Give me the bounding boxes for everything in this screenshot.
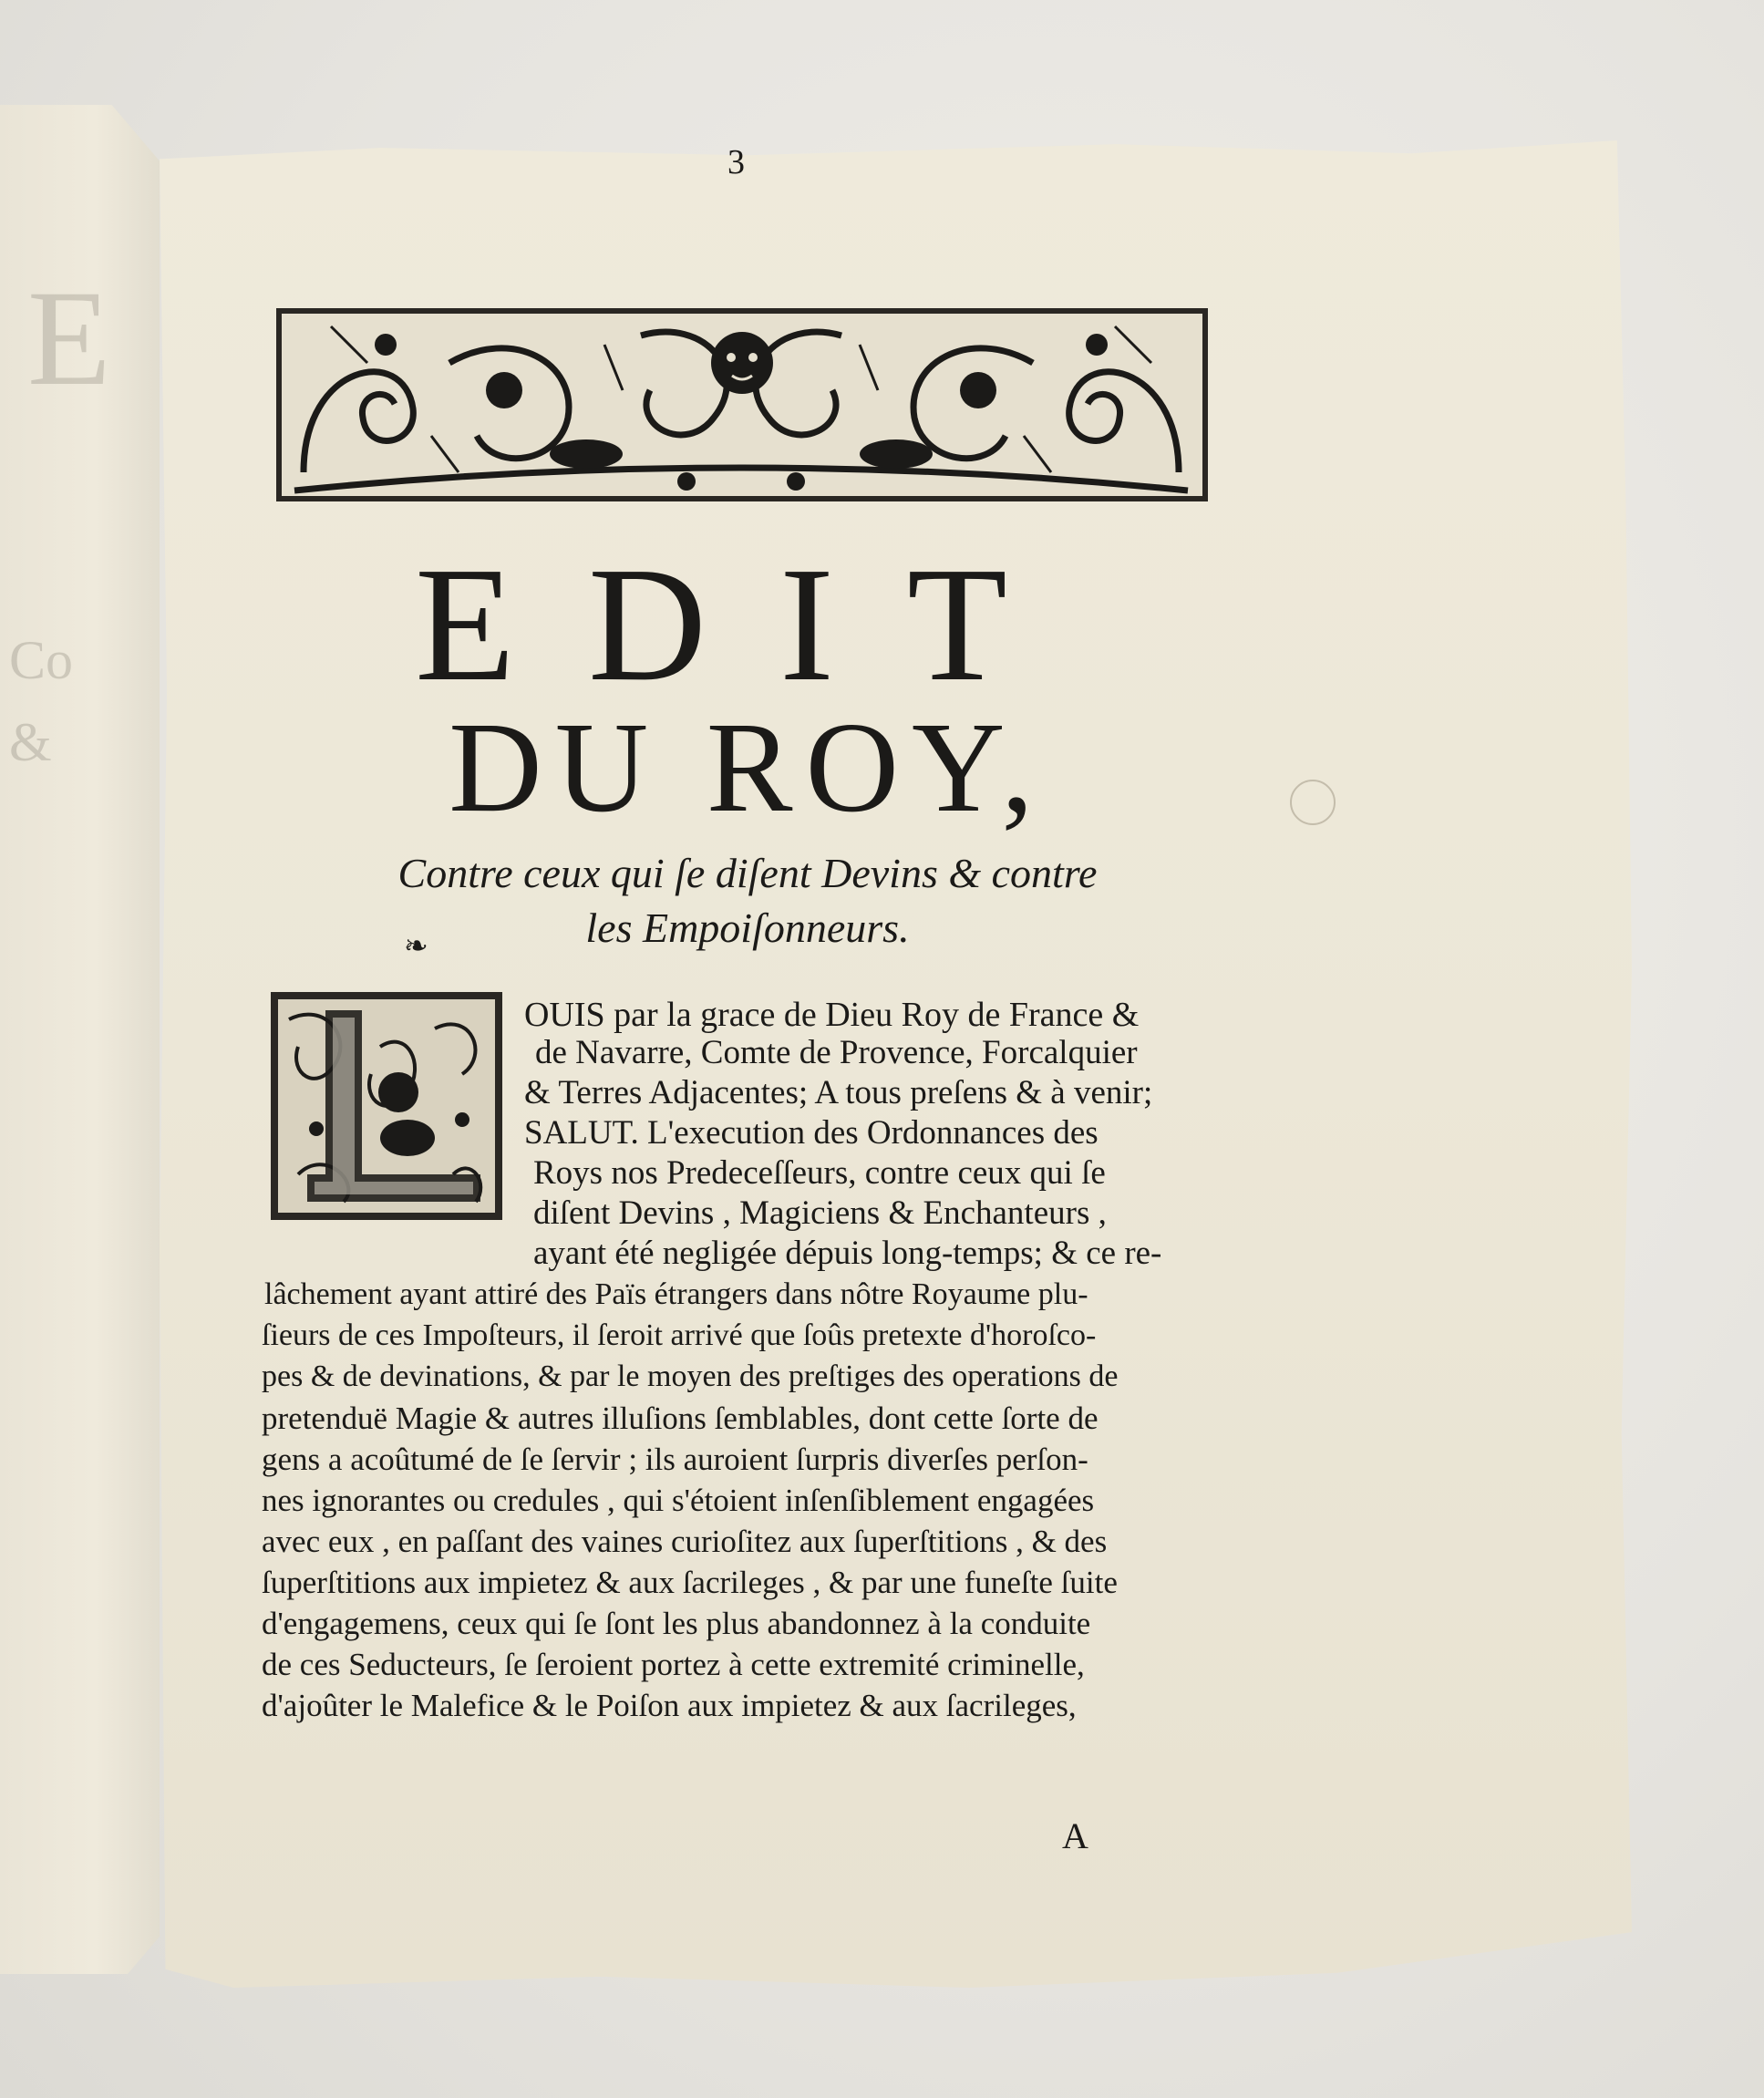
body-line: ayant été negligée dépuis long-temps; & ce re- [533,1235,1162,1272]
decorated-initial-l [271,992,502,1220]
body-line: lâchement ayant attiré des Païs étrangers dans nôtre Royaume plu- [264,1277,1088,1311]
body-line: d'ajoûter le Malefice & le Poiſon aux impietez & aux ſacrileges, [262,1688,1077,1723]
body-line: gens a acoûtumé de ſe ſervir ; ils auroient ſurpris diverſes perſon- [262,1442,1088,1477]
body-line: nes ignorantes ou credules , qui s'étoient inſenſiblement engagées [262,1483,1095,1518]
body-line: ſieurs de ces Impoſteurs, il ſeroit arrivé que ſoûs pretexte d'horoſco- [262,1318,1097,1352]
paper-stain [1290,780,1336,825]
body-line: d'engagemens, ceux qui ſe ſont les plus abandonnez à la conduite [262,1606,1091,1641]
body-line: ſuperſtitions aux impietez & aux ſacrileges , & par une funeſte ſuite [262,1565,1118,1600]
body-line: pretenduë Magie & autres illuſions ſemblables, dont cette ſorte de [262,1400,1099,1436]
ornamental-headpiece [276,308,1208,501]
body-line: avec eux , en paſſant des vaines curioſitez aux ſuperſtitions , & des [262,1524,1108,1559]
left-page-ghost-glyph: & [9,712,52,772]
body-line: de ces Seducteurs, ſe ſeroient portez à cette extremité criminelle, [262,1647,1085,1682]
body-line: pes & de devinations, & par le moyen des preſtiges des operations de [262,1359,1119,1393]
left-page-ghost-glyph: E [27,263,111,414]
left-page-ghost-glyph: Co [9,630,74,690]
document-subtitle: DU ROY, [449,695,1047,839]
body-line: diſent Devins , Magiciens & Enchanteurs , [533,1194,1107,1232]
document-title: EDIT [415,533,1080,715]
fleuron-ornament: ❧ [404,929,428,962]
body-line: OUIS par la grace de Dieu Roy de France & [524,996,1140,1034]
body-line: & Terres Adjacentes; A tous preſens & à venir; [524,1074,1153,1111]
body-line: Roys nos Predeceſſeurs, contre ceux qui ſe [533,1154,1106,1192]
body-line: de Navarre, Comte de Provence, Forcalquier [535,1034,1138,1071]
body-line: SALUT. L'execution des Ordonnances des [524,1114,1099,1152]
page-content [160,137,1632,1988]
page-number: 3 [727,143,745,181]
intro-line: les Empoiſonneurs. [585,904,910,951]
signature-mark: A [1062,1815,1088,1856]
intro-line: Contre ceux qui ſe diſent Devins & contre [397,850,1098,896]
